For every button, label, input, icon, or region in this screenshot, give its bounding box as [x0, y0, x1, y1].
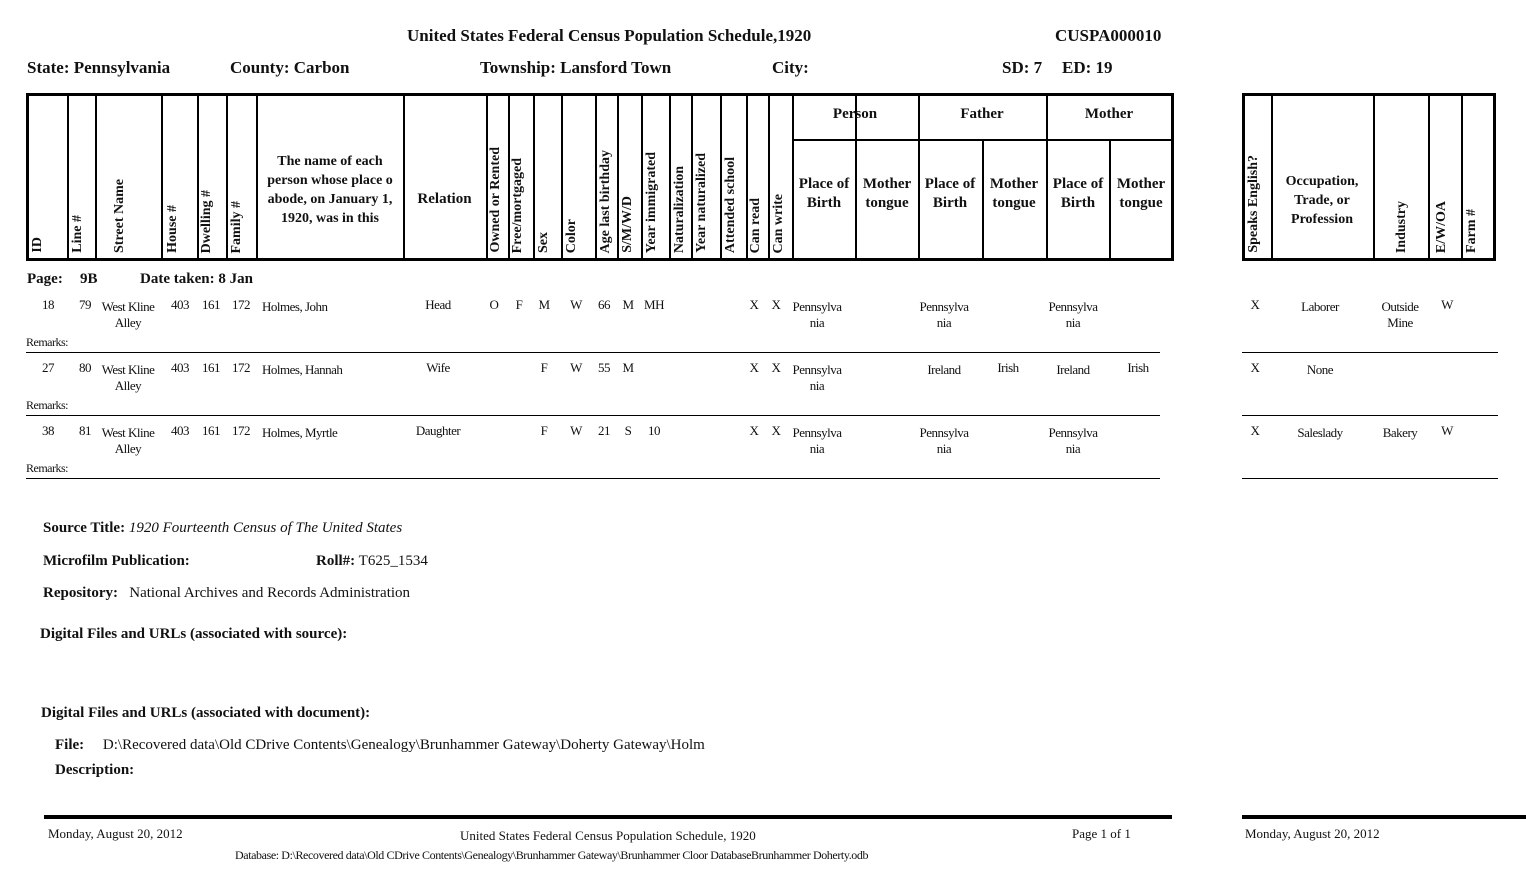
cell-name: Holmes, John — [262, 299, 328, 314]
header-family: Family # — [229, 200, 244, 253]
header-owned: Owned or Rented — [488, 147, 503, 253]
cell-age: 21 — [598, 423, 610, 438]
file-path[interactable]: D:\Recovered data\Old CDrive Contents\Genealogy\Brunhammer Gateway\Doherty Gateway\Holm — [102, 737, 705, 753]
footer-page: Page 1 of 1 — [1072, 826, 1131, 841]
header-mother-tongue: Mother tongue — [862, 176, 912, 211]
column-divider — [533, 94, 535, 260]
cell-occupation: Laborer — [1301, 299, 1339, 314]
cell-industry: Outside Mine — [1381, 299, 1419, 330]
column-divider — [768, 94, 770, 260]
cell-house: 403 — [171, 360, 189, 375]
header-street: Street Name — [112, 179, 127, 253]
cell-sex: M — [538, 297, 550, 312]
description-label: Description: — [55, 762, 135, 778]
cell-sex: F — [540, 423, 548, 438]
document-title: United States Federal Census Population Schedule,1920 — [407, 26, 812, 45]
header-can-read: Can read — [748, 197, 763, 253]
footer-rule — [44, 815, 1172, 819]
roll-label: Roll#: — [316, 553, 356, 569]
column-divider — [720, 94, 722, 260]
header-year-immigrated: Year immigrated — [644, 151, 659, 253]
header-farm: Farm # — [1464, 209, 1479, 253]
footer-database: Database: D:\Recovered data\Old CDrive Contents\Genealogy\Brunhammer Gateway\Brunhammer Cloor DatabaseBrunhammer Doherty.odb — [235, 848, 869, 862]
digital-doc-heading: Digital Files and URLs (associated with document): — [41, 705, 371, 721]
sd: SD: 7 — [1002, 58, 1043, 77]
cell-dwelling: 161 — [202, 297, 220, 312]
column-divider — [1373, 94, 1375, 260]
cell-color: W — [570, 360, 582, 375]
cell-speaks-english: X — [1250, 423, 1260, 438]
cell-street: West Kline Alley — [101, 425, 155, 456]
header-industry: Industry — [1394, 200, 1409, 253]
header-father: Father — [960, 106, 1004, 122]
source-title-value: 1920 Fourteenth Census of The United States — [128, 520, 403, 536]
header-free: Free/mortgaged — [510, 157, 525, 253]
cell-id: 27 — [42, 360, 54, 375]
repository-label: Repository: — [43, 585, 118, 601]
footer-date-right: Monday, August 20, 2012 — [1245, 826, 1380, 841]
cell-family: 172 — [232, 360, 250, 375]
cell-can-read: X — [749, 297, 759, 312]
cell-owned: O — [489, 297, 499, 312]
cell-house: 403 — [171, 297, 189, 312]
header-ewoa: E/W/OA — [1434, 200, 1449, 253]
ed: ED: 19 — [1062, 58, 1113, 77]
column-divider — [161, 94, 163, 260]
column-divider — [67, 94, 69, 260]
cell-speaks-english: X — [1250, 297, 1260, 312]
cell-id: 38 — [42, 423, 54, 438]
township: Township: Lansford Town — [480, 58, 672, 77]
row-separator — [26, 352, 1160, 353]
cell-year-immigrated: 10 — [648, 423, 660, 438]
cell-industry: Bakery — [1382, 425, 1418, 440]
cell-marital: S — [624, 423, 632, 438]
digital-source-heading: Digital Files and URLs (associated with source): — [40, 626, 348, 642]
cell-person-birth: Pennsylva nia — [792, 299, 842, 330]
cell-ewoa: W — [1441, 423, 1453, 438]
remarks-label: Remarks: — [26, 398, 68, 412]
page-label: Page: — [27, 271, 63, 287]
cell-mother-birth: Ireland — [1056, 362, 1090, 377]
cell-father-birth: Pennsylva nia — [919, 425, 969, 456]
cell-ewoa: W — [1441, 297, 1453, 312]
row-separator — [1242, 415, 1498, 416]
column-divider — [1461, 94, 1463, 260]
cell-marital: M — [622, 360, 634, 375]
header-speaks-english: Speaks English? — [1246, 155, 1261, 253]
column-divider — [617, 94, 619, 260]
cell-father-tongue: Irish — [997, 360, 1019, 375]
row-separator — [1242, 478, 1498, 479]
cell-speaks-english: X — [1250, 360, 1260, 375]
cell-color: W — [570, 297, 582, 312]
cell-can-read: X — [749, 423, 759, 438]
cell-dwelling: 161 — [202, 423, 220, 438]
cell-mother-birth: Pennsylva nia — [1048, 425, 1098, 456]
cell-line: 79 — [79, 297, 91, 312]
column-divider — [641, 94, 643, 260]
cell-age: 55 — [598, 360, 610, 375]
header-mother-tongue: Mother tongue — [1116, 176, 1166, 211]
cell-person-birth: Pennsylva nia — [792, 425, 842, 456]
cell-name: Holmes, Myrtle — [262, 425, 338, 440]
column-divider — [691, 94, 693, 260]
column-divider — [669, 94, 671, 260]
document-id: CUSPA000010 — [1055, 26, 1162, 45]
row-separator — [26, 478, 1160, 479]
cell-age: 66 — [598, 297, 610, 312]
remarks-label: Remarks: — [26, 335, 68, 349]
state: State: Pennsylvania — [27, 58, 171, 77]
header-marital: S/M/W/D — [620, 196, 635, 253]
roll-value: T625_1534 — [358, 553, 428, 569]
column-divider — [1428, 94, 1430, 260]
header-id: ID — [30, 237, 45, 253]
cell-mother-birth: Pennsylva nia — [1048, 299, 1098, 330]
column-divider — [595, 94, 597, 260]
footer-title: United States Federal Census Population Schedule, 1920 — [460, 828, 756, 843]
cell-mother-tongue: Irish — [1127, 360, 1149, 375]
header-age: Age last birthday — [598, 149, 613, 253]
cell-color: W — [570, 423, 582, 438]
cell-person-birth: Pennsylva nia — [792, 362, 842, 393]
column-divider — [403, 94, 405, 260]
cell-relation: Head — [425, 297, 451, 312]
column-divider — [95, 94, 97, 260]
cell-can-write: X — [771, 360, 781, 375]
header-relation: Relation — [417, 191, 472, 207]
header-line: Line # — [70, 215, 85, 253]
repository-value: National Archives and Records Administration — [129, 585, 411, 601]
cell-occupation: Saleslady — [1297, 425, 1343, 440]
city: City: — [772, 58, 809, 77]
divider — [792, 139, 1173, 141]
cell-can-write: X — [771, 423, 781, 438]
footer-date: Monday, August 20, 2012 — [48, 826, 183, 841]
cell-can-write: X — [771, 297, 781, 312]
header-occupation: Occupation, Trade, or Profession — [1285, 174, 1359, 227]
cell-family: 172 — [232, 297, 250, 312]
header-naturalization: Naturalization — [672, 165, 687, 253]
header-house: House # — [165, 205, 180, 253]
remarks-label: Remarks: — [26, 461, 68, 475]
header-year-naturalized: Year naturalized — [694, 153, 709, 253]
cell-free: F — [515, 297, 523, 312]
page-value: 9B — [80, 271, 98, 287]
cell-relation: Wife — [426, 360, 450, 375]
cell-father-birth: Ireland — [927, 362, 961, 377]
header-mother: Mother — [1084, 106, 1134, 122]
cell-marital: M — [622, 297, 634, 312]
cell-father-birth: Pennsylva nia — [919, 299, 969, 330]
row-separator — [26, 415, 1160, 416]
header-person: Person — [832, 106, 878, 122]
cell-line: 80 — [79, 360, 91, 375]
row-separator — [1242, 352, 1498, 353]
footer-rule-right — [1242, 815, 1526, 819]
cell-dwelling: 161 — [202, 360, 220, 375]
cell-family: 172 — [232, 423, 250, 438]
cell-name: Holmes, Hannah — [262, 362, 343, 377]
header-place-of-birth: Place of Birth — [1052, 176, 1104, 211]
county: County: Carbon — [230, 58, 350, 77]
header-sex: Sex — [536, 232, 551, 253]
header-mother-tongue: Mother tongue — [989, 176, 1039, 211]
cell-street: West Kline Alley — [101, 299, 155, 330]
cell-sex: F — [540, 360, 548, 375]
cell-occupation: None — [1306, 362, 1334, 377]
date-taken: Date taken: 8 Jan — [140, 271, 253, 287]
cell-street: West Kline Alley — [101, 362, 155, 393]
file-label: File: — [55, 737, 85, 753]
cell-year-immigrated: MH — [644, 297, 664, 312]
cell-id: 18 — [42, 297, 54, 312]
header-attended: Attended school — [723, 156, 738, 253]
source-title-label: Source Title: — [43, 520, 126, 536]
header-dwelling: Dwelling # — [199, 189, 214, 253]
header-place-of-birth: Place of Birth — [924, 176, 976, 211]
microfilm-label: Microfilm Publication: — [43, 553, 190, 569]
header-place-of-birth: Place of Birth — [798, 176, 850, 211]
cell-line: 81 — [79, 423, 91, 438]
column-divider — [226, 94, 228, 260]
cell-can-read: X — [749, 360, 759, 375]
header-can-write: Can write — [771, 193, 786, 253]
cell-house: 403 — [171, 423, 189, 438]
header-color: Color — [564, 218, 579, 253]
header-name: The name of each person whose place o abode, on January 1, 1920, was in this — [267, 154, 393, 226]
cell-relation: Daughter — [415, 423, 461, 438]
column-divider — [561, 94, 563, 260]
